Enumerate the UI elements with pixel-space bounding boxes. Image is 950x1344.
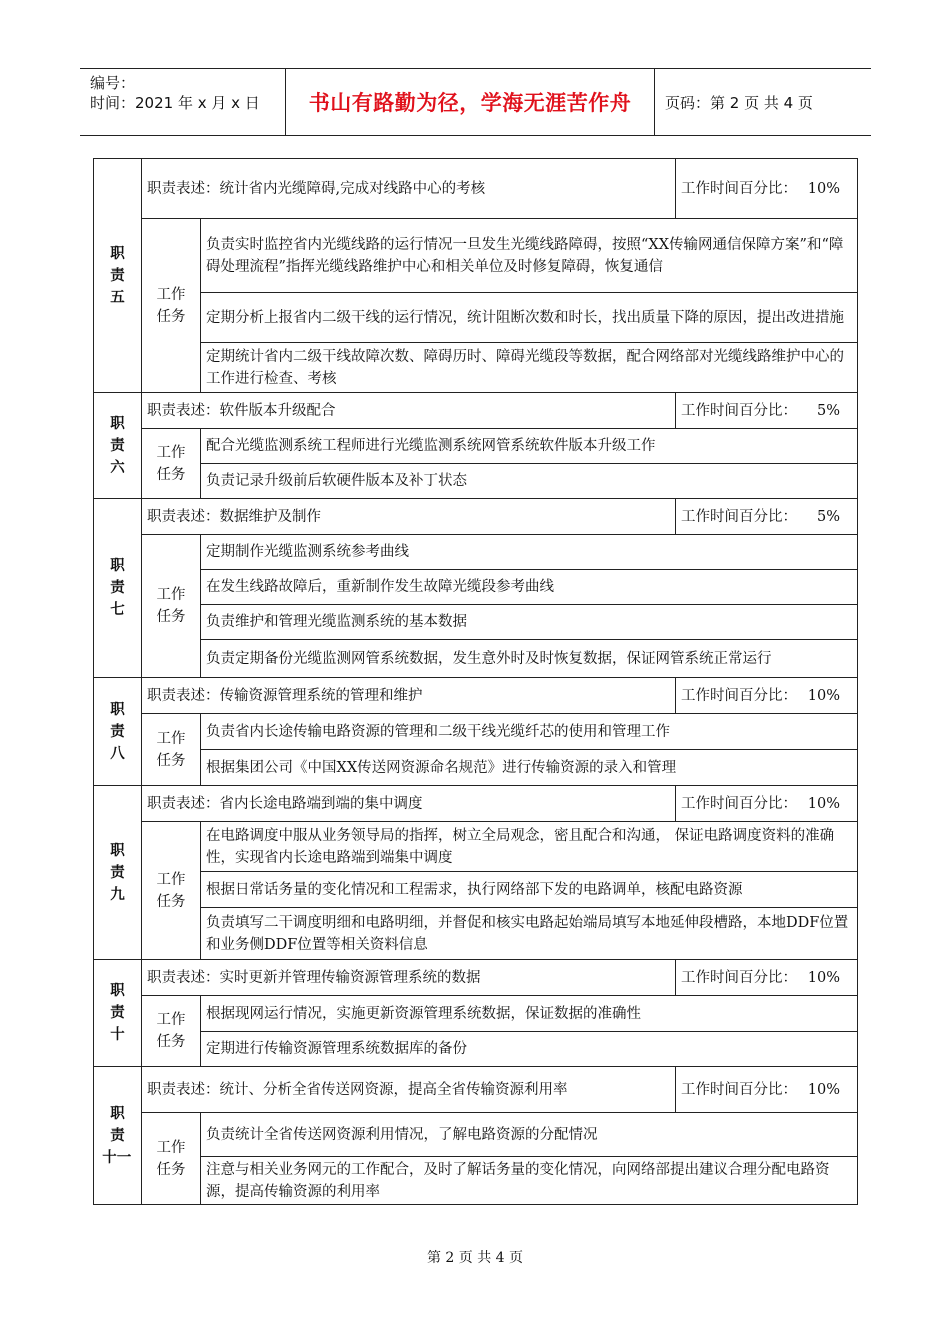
- duty-title-text: 职 责 八: [110, 701, 125, 762]
- duty-title-text: 职 责 九: [110, 842, 125, 903]
- task-row: [94, 996, 858, 1032]
- duty-desc-prefix: 职责表述：: [147, 1081, 220, 1098]
- time-pct-value: 5%: [817, 508, 841, 525]
- task-item: 注意与相关业务网元的工作配合，及时了解话务量的变化情况，向网络部提出建议合理分配电路资源，提高传输资源的利用率: [201, 1157, 858, 1205]
- work-tasks-line: 任务: [156, 1161, 186, 1178]
- task-row: [94, 1032, 858, 1067]
- work-tasks-label: [142, 822, 201, 960]
- duty-description: [142, 393, 676, 429]
- time-pct-value: 5%: [817, 402, 841, 419]
- task-item: 负责统计全省传送网资源利用情况，了解电路资源的分配情况: [201, 1113, 858, 1157]
- page-footer: 第 2 页 共 4 页: [426, 1250, 524, 1266]
- time-pct-value: 10%: [807, 969, 841, 986]
- duty-title: [94, 678, 142, 786]
- task-row: [94, 908, 858, 960]
- duty-description: [142, 786, 676, 822]
- task-item: 负责定期备份光缆监测网管系统数据，发生意外时及时恢复数据，保证网管系统正常运行: [201, 640, 858, 678]
- duty-desc-text: 传输资源管理系统的管理和维护: [219, 687, 423, 704]
- task-row: [94, 293, 858, 343]
- duty-description: [142, 159, 676, 219]
- time-pct-value: 10%: [807, 180, 841, 197]
- work-tasks-label: [142, 219, 201, 393]
- task-row: [94, 570, 858, 605]
- task-item: 配合光缆监测系统工程师进行光缆监测系统网管系统软件版本升级工作: [201, 429, 858, 464]
- task-row: [94, 822, 858, 872]
- time-percentage: [676, 499, 858, 535]
- task-item: 负责省内长途传输电路资源的管理和二级干线光缆纤芯的使用和管理工作: [201, 714, 858, 750]
- task-item: 根据集团公司《中国XX传送网资源命名规范》进行传输资源的录入和管理: [201, 750, 858, 786]
- task-row: [94, 219, 858, 293]
- work-tasks-line: 工作: [156, 1139, 186, 1156]
- page-header: [80, 68, 871, 136]
- task-item: 定期统计省内二级干线故障次数、障碍历时、障碍光缆段等数据，配合网络部对光缆线路维护中心的工作进行检查、考核: [201, 343, 858, 393]
- work-tasks-line: 工作: [156, 730, 186, 747]
- duty-desc-prefix: 职责表述：: [147, 180, 220, 197]
- work-tasks-line: 任务: [156, 752, 186, 769]
- duty-desc-row: [94, 159, 858, 219]
- doc-time-label: 时间：2021 年 x 月 x 日: [90, 94, 260, 112]
- duty-desc-text: 软件版本升级配合: [219, 402, 336, 419]
- time-pct-label: 工作时间百分比：: [681, 687, 798, 704]
- work-tasks-line: 任务: [156, 893, 186, 910]
- duty-title: [94, 499, 142, 678]
- duty-title: [94, 159, 142, 393]
- duty-title: [94, 786, 142, 960]
- time-pct-label: 工作时间百分比：: [681, 1081, 798, 1098]
- duty-desc-prefix: 职责表述：: [147, 795, 220, 812]
- time-pct-value: 10%: [807, 1081, 841, 1098]
- task-row: [94, 750, 858, 786]
- duty-title: [94, 393, 142, 499]
- duty-title: [94, 960, 142, 1067]
- time-pct-label: 工作时间百分比：: [681, 402, 798, 419]
- work-tasks-line: 工作: [156, 871, 186, 888]
- task-item: 负责记录升级前后软硬件版本及补丁状态: [201, 464, 858, 499]
- task-row: [94, 1157, 858, 1205]
- duty-desc-row: [94, 786, 858, 822]
- time-pct-value: 10%: [807, 687, 841, 704]
- task-item: 定期进行传输资源管理系统数据库的备份: [201, 1032, 858, 1067]
- task-item: 负责维护和管理光缆监测系统的基本数据: [201, 605, 858, 640]
- task-item: 定期制作光缆监测系统参考曲线: [201, 535, 858, 570]
- time-percentage: [676, 678, 858, 714]
- time-pct-label: 工作时间百分比：: [681, 795, 798, 812]
- duty-title-text: 职 责 十: [110, 983, 125, 1043]
- duty-desc-text: 数据维护及制作: [219, 508, 321, 525]
- duty-description: [142, 1067, 676, 1113]
- header-motto: 书山有路勤为径，学海无涯苦作舟: [286, 69, 655, 135]
- duty-table: [93, 158, 858, 1205]
- task-item: 负责填写二干调度明细和电路明细，并督促和核实电路起始端局填写本地延伸段槽路，本地DDF位置和业务侧DDF位置等相关资料信息: [201, 908, 858, 960]
- work-tasks-line: 任务: [156, 609, 186, 625]
- doc-number-label: 编号：: [90, 74, 136, 92]
- work-tasks-line: 工作: [156, 444, 186, 461]
- duty-desc-row: [94, 960, 858, 996]
- duty-description: [142, 499, 676, 535]
- header-meta: [80, 69, 286, 135]
- work-tasks-line: 工作: [156, 587, 186, 603]
- time-percentage: [676, 960, 858, 996]
- duty-desc-row: [94, 499, 858, 535]
- time-pct-value: 10%: [807, 795, 841, 812]
- duty-description: [142, 678, 676, 714]
- task-item: 根据现网运行情况，实施更新资源管理系统数据，保证数据的准确性: [201, 996, 858, 1032]
- work-tasks-line: 任务: [156, 308, 186, 325]
- duty-desc-text: 统计、分析全省传送网资源，提高全省传输资源利用率: [219, 1081, 568, 1098]
- duty-desc-row: [94, 678, 858, 714]
- duty-desc-row: [94, 1067, 858, 1113]
- task-row: [94, 429, 858, 464]
- time-pct-label: 工作时间百分比：: [681, 180, 798, 197]
- work-tasks-line: 任务: [156, 1034, 186, 1050]
- duty-desc-prefix: 职责表述：: [147, 508, 220, 525]
- duty-title-text: 职 责 十一: [102, 1105, 132, 1166]
- work-tasks-label: [142, 996, 201, 1067]
- task-row: [94, 343, 858, 393]
- duty-title-text: 职 责 七: [110, 558, 125, 618]
- work-tasks-label: [142, 714, 201, 786]
- time-percentage: [676, 159, 858, 219]
- duty-desc-text: 省内长途电路端到端的集中调度: [219, 795, 423, 812]
- time-percentage: [676, 1067, 858, 1113]
- duty-title: [94, 1067, 142, 1205]
- work-tasks-line: 工作: [156, 286, 186, 303]
- duty-desc-text: 统计省内光缆障碍,完成对线路中心的考核: [219, 180, 486, 197]
- time-percentage: [676, 786, 858, 822]
- time-pct-label: 工作时间百分比：: [681, 508, 798, 525]
- work-tasks-label: [142, 535, 201, 678]
- task-item: 在发生线路故障后，重新制作发生故障光缆段参考曲线: [201, 570, 858, 605]
- duty-desc-row: [94, 393, 858, 429]
- task-row: [94, 535, 858, 570]
- duty-title-text: 职 责 五: [110, 245, 125, 306]
- task-item: 在电路调度中服从业务领导局的指挥，树立全局观念，密且配合和沟通， 保证电路调度资料的准确性，实现省内长途电路端到端集中调度: [201, 822, 858, 872]
- task-item: 根据日常话务量的变化情况和工程需求，执行网络部下发的电路调单，核配电路资源: [201, 872, 858, 908]
- work-tasks-label: [142, 429, 201, 499]
- time-percentage: [676, 393, 858, 429]
- task-row: [94, 1113, 858, 1157]
- task-row: [94, 605, 858, 640]
- work-tasks-label: [142, 1113, 201, 1205]
- header-page-info: 页码：第 2 页 共 4 页: [665, 93, 813, 112]
- task-row: [94, 640, 858, 678]
- work-tasks-line: 工作: [156, 1012, 186, 1028]
- duty-title-text: 职 责 六: [110, 415, 125, 476]
- task-row: [94, 464, 858, 499]
- task-row: [94, 714, 858, 750]
- work-tasks-line: 任务: [156, 466, 186, 483]
- task-item: 负责实时监控省内光缆线路的运行情况一旦发生光缆线路障碍，按照“XX传输网通信保障方案”和“障碍处理流程”指挥光缆线路维护中心和相关单位及时修复障碍，恢复通信: [201, 219, 858, 293]
- duty-desc-prefix: 职责表述：: [147, 402, 220, 419]
- task-row: [94, 872, 858, 908]
- duty-desc-prefix: 职责表述：: [147, 969, 220, 986]
- time-pct-label: 工作时间百分比：: [681, 969, 798, 986]
- duty-desc-text: 实时更新并管理传输资源管理系统的数据: [219, 969, 481, 986]
- duty-desc-prefix: 职责表述：: [147, 687, 220, 704]
- task-item: 定期分析上报省内二级干线的运行情况，统计阻断次数和时长，找出质量下降的原因，提出改进措施: [201, 293, 858, 343]
- duty-description: [142, 960, 676, 996]
